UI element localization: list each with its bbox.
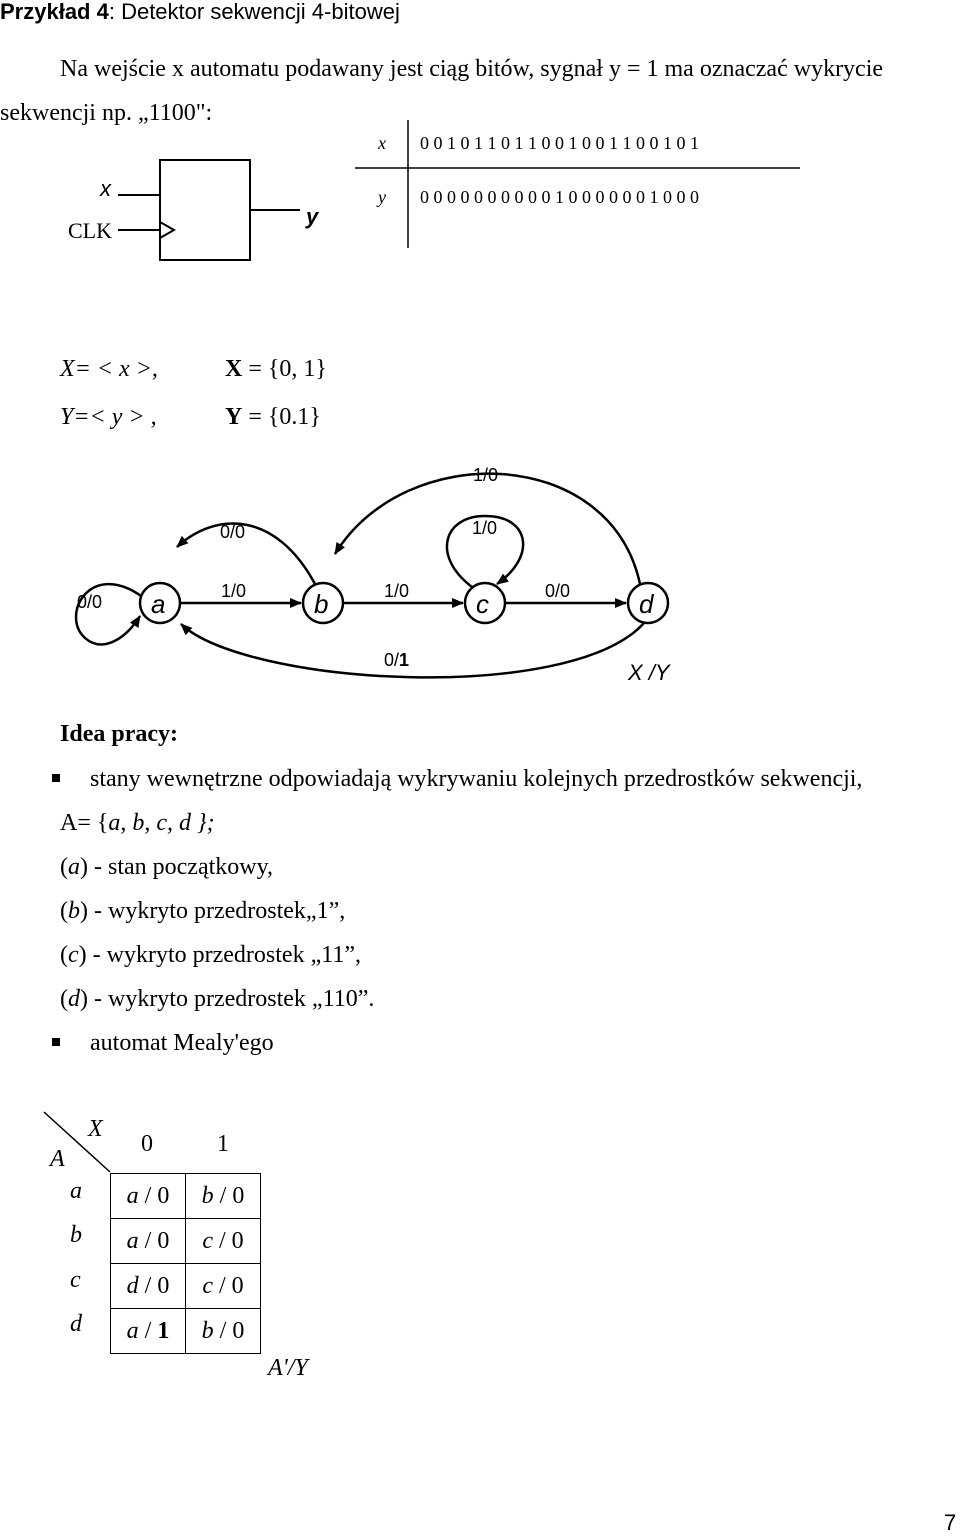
table-cell xyxy=(111,1219,186,1264)
table-cell xyxy=(111,1309,186,1354)
table-col-0: 0 xyxy=(141,1131,153,1157)
state-desc-b-name: b xyxy=(68,898,80,924)
cell-next-state: c xyxy=(202,1272,213,1299)
edge-label-b-c: 1/0 xyxy=(384,581,410,601)
state-d-label: d xyxy=(639,589,654,619)
page-number: 7 xyxy=(944,1510,957,1535)
intro-line-1: Na wejście x automatu podawany jest ciąg bitów, sygnał y = 1 ma oznaczać wykrycie xyxy=(60,56,884,82)
cell-next-state: d xyxy=(126,1272,139,1299)
state-b-label: b xyxy=(314,589,329,619)
output-alphabet-set xyxy=(225,404,321,431)
table-row-c-state: c xyxy=(70,1267,81,1293)
heading-label: Przykład 4 xyxy=(0,0,109,24)
state-a-label: a xyxy=(151,589,166,619)
intro-line-2: sekwencji np. „1100": xyxy=(0,100,213,126)
state-set-suffix: }; xyxy=(191,810,215,836)
state-desc-c: (c) - wykryto przedrostek „11”, xyxy=(60,942,361,968)
edge-label-b-a: 0/0 xyxy=(220,522,246,542)
output-set-value: = {0.1} xyxy=(242,404,321,430)
table-row xyxy=(111,1264,261,1309)
table-cell xyxy=(186,1174,261,1219)
block-diagram xyxy=(60,150,340,270)
edge-b-a xyxy=(177,524,315,584)
cell-next-state: b xyxy=(201,1182,214,1209)
block-output-y: y xyxy=(306,204,319,229)
edge-d-a xyxy=(181,623,644,677)
table-cell xyxy=(186,1309,261,1354)
table-cell xyxy=(111,1174,186,1219)
sequence-x-label: x xyxy=(378,133,386,153)
state-desc-d-name: d xyxy=(68,986,80,1012)
state-graph xyxy=(0,450,960,700)
cell-next-state: b xyxy=(201,1317,214,1344)
table-row xyxy=(111,1219,261,1264)
page-heading xyxy=(0,0,400,25)
bullet-marker xyxy=(52,774,60,782)
state-desc-a-text: ) - stan początkowy, xyxy=(80,854,274,880)
heading-title: : Detektor sekwencji 4-bitowej xyxy=(108,0,400,24)
output-set-name: Y xyxy=(225,404,243,430)
idea-bullet-2: automat Mealy'ego xyxy=(90,1030,274,1056)
state-desc-c-text: ) - wykryto przedrostek „11”, xyxy=(78,942,361,968)
table-row xyxy=(111,1309,261,1354)
cell-output-detect: 1 xyxy=(157,1317,170,1344)
state-desc-b: (b) - wykryto przedrostek„1”, xyxy=(60,898,346,924)
cell-next-state: a xyxy=(126,1182,139,1209)
cell-output: / 0 xyxy=(213,1317,245,1344)
state-set-items: a, b, c, d xyxy=(108,810,192,836)
output-alphabet-def: Y=< y > , xyxy=(60,404,157,430)
edge-label-d-a xyxy=(384,650,409,671)
table-row-d-state: d xyxy=(70,1311,82,1337)
cell-next-state: a xyxy=(126,1317,139,1344)
table-cell xyxy=(186,1264,261,1309)
table-legend: A'/Y xyxy=(268,1355,308,1381)
bullet-marker xyxy=(52,1038,60,1046)
input-set-value: = {0, 1} xyxy=(242,356,327,382)
cell-output: / 0 xyxy=(213,1182,245,1209)
state-c-label: c xyxy=(476,589,489,619)
edge-label-d-b: 1/0 xyxy=(473,465,499,485)
table-row-b-state: b xyxy=(70,1222,82,1248)
input-set-name: X xyxy=(225,356,243,382)
cell-output: / 0 xyxy=(138,1182,170,1209)
transition-table xyxy=(110,1173,261,1354)
table-row-a-state: a xyxy=(70,1178,82,1204)
sequence-x-bits: 0 0 1 0 1 1 0 1 1 0 0 1 0 0 1 1 0 0 1 0 1 xyxy=(420,133,699,153)
table-corner-x: X xyxy=(88,1116,103,1142)
edge-label-a-a: 0/0 xyxy=(77,592,103,612)
cell-output: / xyxy=(138,1317,158,1344)
table-col-1: 1 xyxy=(217,1131,229,1157)
idea-bullet-1: stany wewnętrzne odpowiadają wykrywaniu kolejnych przedrostków sekwencji, xyxy=(90,766,863,792)
state-desc-d: (d) - wykryto przedrostek „110”. xyxy=(60,986,375,1012)
edge-label-c-c: 1/0 xyxy=(472,518,498,538)
state-desc-c-name: c xyxy=(68,942,79,968)
edge-label-c-d: 0/0 xyxy=(545,581,571,601)
table-cell xyxy=(186,1219,261,1264)
state-desc-a: (a) - stan początkowy, xyxy=(60,854,274,880)
block-input-clk: CLK xyxy=(68,218,112,243)
idea-title: Idea pracy: xyxy=(60,721,178,747)
input-alphabet-def: X= < x >, xyxy=(60,356,158,382)
block-input-x: x xyxy=(100,176,111,201)
state-set-prefix: A= { xyxy=(60,810,109,836)
table-cell xyxy=(111,1264,186,1309)
sequence-y-label: y xyxy=(378,187,386,207)
graph-legend: X /Y xyxy=(628,660,670,685)
cell-next-state: c xyxy=(202,1227,213,1254)
edge-label-a-b: 1/0 xyxy=(221,581,247,601)
state-desc-b-text: ) - wykryto przedrostek„1”, xyxy=(80,898,346,924)
cell-output: / 0 xyxy=(212,1272,244,1299)
cell-output: / 0 xyxy=(212,1227,244,1254)
sequence-y-bits: 0 0 0 0 0 0 0 0 0 0 1 0 0 0 0 0 0 1 0 0 0 xyxy=(420,187,699,207)
edge-label-d-a-output: 1 xyxy=(399,650,410,670)
edge-label-d-a-input: 0/ xyxy=(384,650,400,670)
state-desc-d-text: ) - wykryto przedrostek „110”. xyxy=(80,986,375,1012)
state-desc-a-name: a xyxy=(68,854,80,880)
input-alphabet-set xyxy=(225,356,327,383)
cell-next-state: a xyxy=(126,1227,139,1254)
cell-output: / 0 xyxy=(138,1227,170,1254)
table-corner-a: A xyxy=(50,1146,65,1172)
cell-output: / 0 xyxy=(138,1272,170,1299)
state-set xyxy=(60,810,215,837)
table-row xyxy=(111,1174,261,1219)
